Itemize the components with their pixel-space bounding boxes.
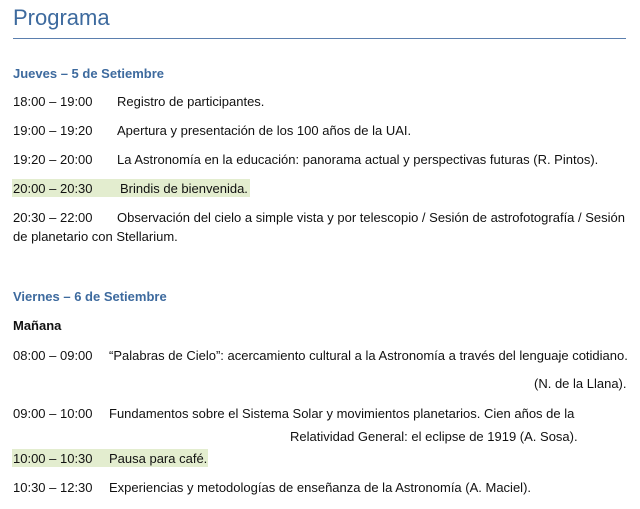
- schedule-row: [13, 94, 265, 110]
- schedule-row-highlighted: [13, 181, 248, 197]
- row-desc: Observación del cielo a simple vista y por telescopio / Sesión de astrofotografía / Sesión: [117, 210, 625, 225]
- row-desc: Fundamentos sobre el Sistema Solar y movimientos planetarios. Cien años de la: [109, 406, 575, 421]
- row-desc-continued: Relatividad General: el eclipse de 1919 (A. Sosa).: [290, 429, 578, 444]
- row-desc-continued: de planetario con Stellarium.: [13, 229, 178, 244]
- row-desc: Experiencias y metodologías de enseñanza de la Astronomía (A. Maciel).: [109, 480, 532, 495]
- row-time: 09:00 – 10:00: [13, 406, 93, 421]
- day2-heading: Viernes – 6 de Setiembre: [13, 289, 167, 304]
- schedule-row: [13, 480, 532, 496]
- row-time: 20:00 – 20:30: [13, 181, 93, 196]
- title-divider: [13, 38, 626, 39]
- row-desc-continued: (N. de la Llana).: [534, 376, 627, 391]
- row-time: 19:20 – 20:00: [13, 152, 93, 167]
- row-desc: La Astronomía en la educación: panorama actual y perspectivas futuras (R. Pintos).: [117, 152, 599, 167]
- row-time: 10:30 – 12:30: [13, 480, 93, 495]
- row-time: 18:00 – 19:00: [13, 94, 93, 109]
- row-time: 08:00 – 09:00: [13, 348, 93, 363]
- page-title: Programa: [13, 5, 110, 30]
- schedule-row: [13, 348, 628, 364]
- session-subheading: Mañana: [13, 318, 62, 333]
- row-time: 10:00 – 10:30: [13, 451, 93, 466]
- row-desc: Registro de participantes.: [117, 94, 265, 109]
- row-desc: “Palabras de Cielo”: acercamiento cultural a la Astronomía a través del lenguaje cotidiano.: [109, 348, 628, 363]
- schedule-row: [13, 123, 412, 139]
- schedule-row: [13, 210, 625, 226]
- schedule-row: [13, 152, 599, 168]
- schedule-row-highlighted: [13, 451, 208, 467]
- row-desc: Apertura y presentación de los 100 años de la UAI.: [117, 123, 412, 138]
- schedule-row: [13, 406, 575, 422]
- day1-heading: Jueves – 5 de Setiembre: [13, 66, 165, 81]
- row-time: 19:00 – 19:20: [13, 123, 93, 138]
- row-time: 20:30 – 22:00: [13, 210, 93, 225]
- row-desc: Brindis de bienvenida.: [120, 181, 248, 196]
- row-desc: Pausa para café.: [109, 451, 208, 466]
